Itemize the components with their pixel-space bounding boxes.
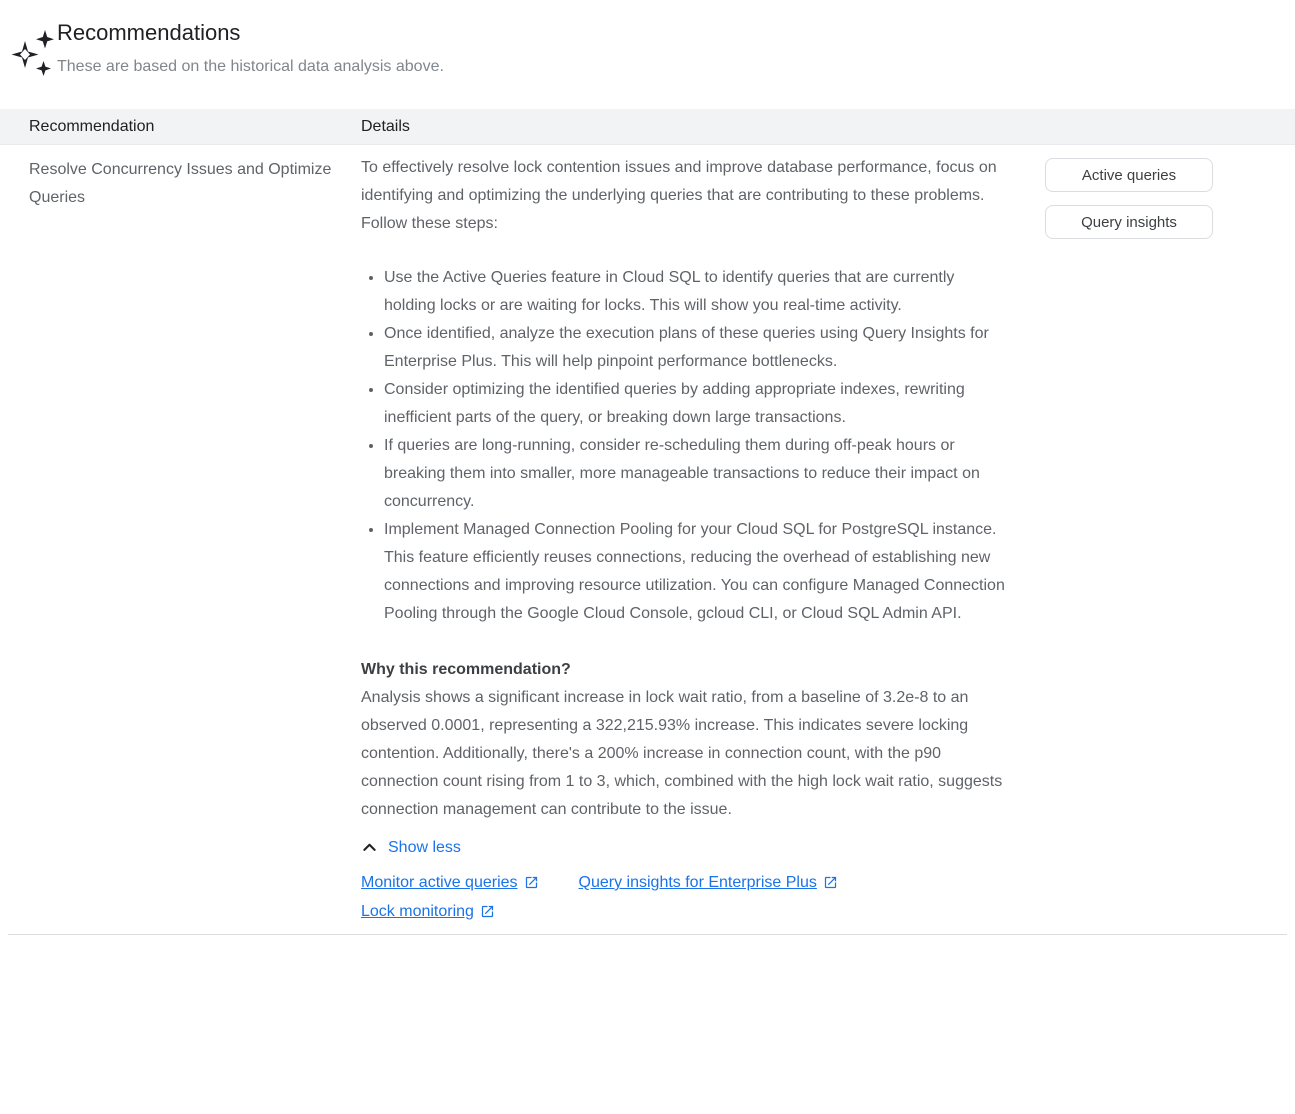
link-monitor-active-queries[interactable] [361, 868, 539, 897]
list-item: • Once identified, analyze the execution plans of these queries using Query Insights for Enterprise Plus. This will help pinpoint performance bottlenecks. [384, 320, 1005, 376]
table-row [0, 145, 1295, 934]
page-subtitle: These are based on the historical data analysis above. [57, 58, 444, 75]
query-insights-button[interactable]: Query insights [1045, 205, 1213, 239]
documentation-links [361, 868, 1001, 926]
link-query-insights-enterprise-plus[interactable] [579, 868, 838, 897]
details-intro: To effectively resolve lock contention issues and improve database performance, focus on identifying and optimizing the underlying queries that are contributing to these problems. Follow these steps: [361, 159, 997, 232]
page-title: Recommendations [57, 20, 241, 45]
gemini-sparkle-icon [8, 28, 54, 80]
open-in-new-icon [480, 904, 495, 919]
column-header-recommendation: Recommendation [29, 117, 155, 135]
recommendation-title-cell: Resolve Concurrency Issues and Optimize Queries [29, 161, 332, 206]
row-divider [8, 934, 1287, 935]
recommendations-header [0, 0, 1295, 80]
open-in-new-icon [524, 875, 539, 890]
details-cell [361, 145, 1005, 934]
link-lock-monitoring[interactable] [361, 897, 495, 926]
column-header-details: Details [361, 117, 410, 135]
open-in-new-icon [823, 875, 838, 890]
link-label: Query insights for Enterprise Plus [578, 874, 817, 891]
show-less-label: Show less [388, 838, 461, 856]
show-less-button[interactable] [360, 838, 461, 857]
link-label: Lock monitoring [361, 903, 474, 920]
list-item: • Use the Active Queries feature in Cloud SQL to identify queries that are currently holding locks or are waiting for locks. This will show you real-time activity. [384, 264, 1005, 320]
why-recommendation-text: Analysis shows a significant increase in lock wait ratio, from a baseline of 3.2e-8 to an observed 0.0001, representing a 322,215.93% increase. This indicates severe locking contention. Additionally, there's a 200% increase in connection count, with the p90 connection count rising from 1 to 3, which, combined with the high lock wait ratio, suggests connection management can contribute to the issue. [361, 689, 1003, 818]
why-recommendation-heading: Why this recommendation? [361, 661, 571, 678]
list-item: • Consider optimizing the identified queries by adding appropriate indexes, rewriting inefficient parts of the query, or breaking down large transactions. [384, 376, 1005, 432]
why-recommendation-block [361, 656, 1005, 824]
list-item: • If queries are long-running, consider re-scheduling them during off-peak hours or breaking them into smaller, more manageable transactions to reduce their impact on concurrency. [384, 432, 1005, 516]
row-actions [1005, 145, 1295, 934]
link-label: Monitor active queries [361, 874, 518, 891]
header-text [57, 16, 444, 79]
chevron-up-icon [360, 838, 379, 857]
list-item: • Implement Managed Connection Pooling for your Cloud SQL for PostgreSQL instance. This feature efficiently reuses connections, reducing the overhead of establishing new connections and improving resource utilization. You can configure Managed Connection Pooling through the Google Cloud Console, gcloud CLI, or Cloud SQL Admin API. [384, 516, 1005, 628]
details-steps-list [361, 264, 1005, 628]
table-header-row [0, 109, 1295, 145]
recommendations-table [0, 109, 1295, 935]
active-queries-button[interactable]: Active queries [1045, 158, 1213, 192]
